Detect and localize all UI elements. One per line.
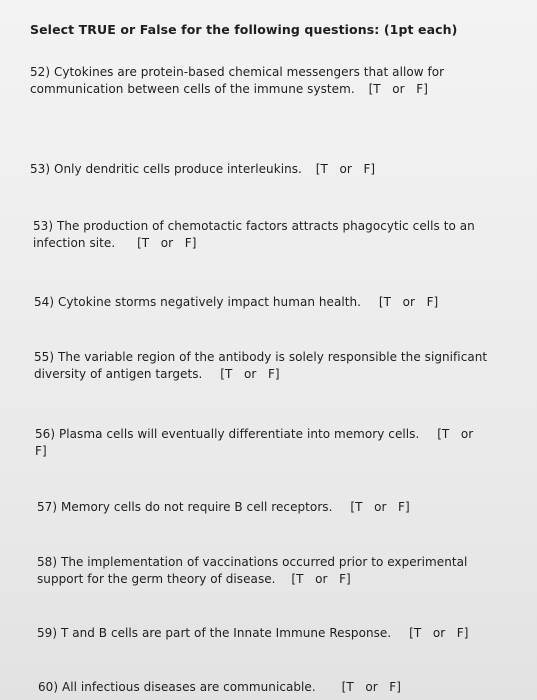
true-false-answer: [T or F] — [137, 236, 197, 250]
question-53-dendritic — [30, 161, 375, 178]
question-58 — [37, 554, 467, 588]
question-text: 60) All infectious diseases are communicable. — [38, 680, 316, 694]
question-text: 57) Memory cells do not require B cell receptors. — [37, 500, 333, 514]
question-text-line-with-answer — [37, 571, 467, 588]
question-text: 59) T and B cells are part of the Innate Immune Response. — [37, 626, 392, 640]
question-text: diversity of antigen targets. — [34, 367, 203, 381]
question-53-chemotactic — [33, 218, 475, 252]
question-text-line-with-answer — [37, 499, 410, 516]
question-text-line: 58) The implementation of vaccinations occurred prior to experimental — [37, 555, 468, 569]
true-false-answer: [T or F] — [368, 82, 428, 96]
true-false-answer: [T or F] — [409, 626, 469, 640]
question-text-line-with-answer — [35, 426, 473, 443]
question-text-line: 55) The variable region of the antibody is solely responsible the significant — [34, 350, 488, 364]
quiz-instructions-heading: Select TRUE or False for the following questions: (1pt each) — [30, 22, 458, 37]
true-false-answer: [T or F] — [315, 162, 376, 176]
question-text: support for the germ theory of disease. — [37, 572, 276, 586]
question-text-line-with-answer — [37, 625, 468, 642]
true-false-answer: [T or — [437, 427, 474, 441]
question-text: 56) Plasma cells will eventually differentiate into memory cells. — [35, 427, 420, 441]
question-text-line: 52) Cytokines are protein-based chemical messengers that allow for — [30, 65, 445, 79]
question-60 — [38, 679, 401, 696]
question-54 — [34, 294, 438, 311]
question-52 — [30, 64, 444, 98]
question-59 — [37, 625, 468, 642]
true-false-answer: [T or F] — [341, 680, 401, 694]
question-text: infection site. — [33, 236, 116, 250]
question-text-line-with-answer — [30, 161, 375, 178]
question-text-line-with-answer — [33, 235, 475, 252]
question-text-line: 53) The production of chemotactic factors attracts phagocytic cells to an — [33, 219, 475, 233]
true-false-answer: [T or F] — [350, 500, 410, 514]
question-text: communication between cells of the immune system. — [30, 82, 355, 96]
question-57 — [37, 499, 410, 516]
question-text-line-with-answer — [38, 679, 401, 696]
question-text: 54) Cytokine storms negatively impact human health. — [34, 295, 362, 309]
question-56 — [35, 426, 473, 460]
true-false-answer: [T or F] — [291, 572, 351, 586]
question-55 — [34, 349, 487, 383]
question-text-line-with-answer — [34, 294, 438, 311]
question-text-line: F] — [35, 444, 47, 458]
true-false-answer: [T or F] — [378, 295, 439, 309]
question-text: 53) Only dendritic cells produce interleukins. — [30, 162, 302, 176]
question-text-line-with-answer — [34, 366, 487, 383]
true-false-answer: [T or F] — [220, 367, 280, 381]
question-text-line-with-answer — [30, 81, 444, 98]
